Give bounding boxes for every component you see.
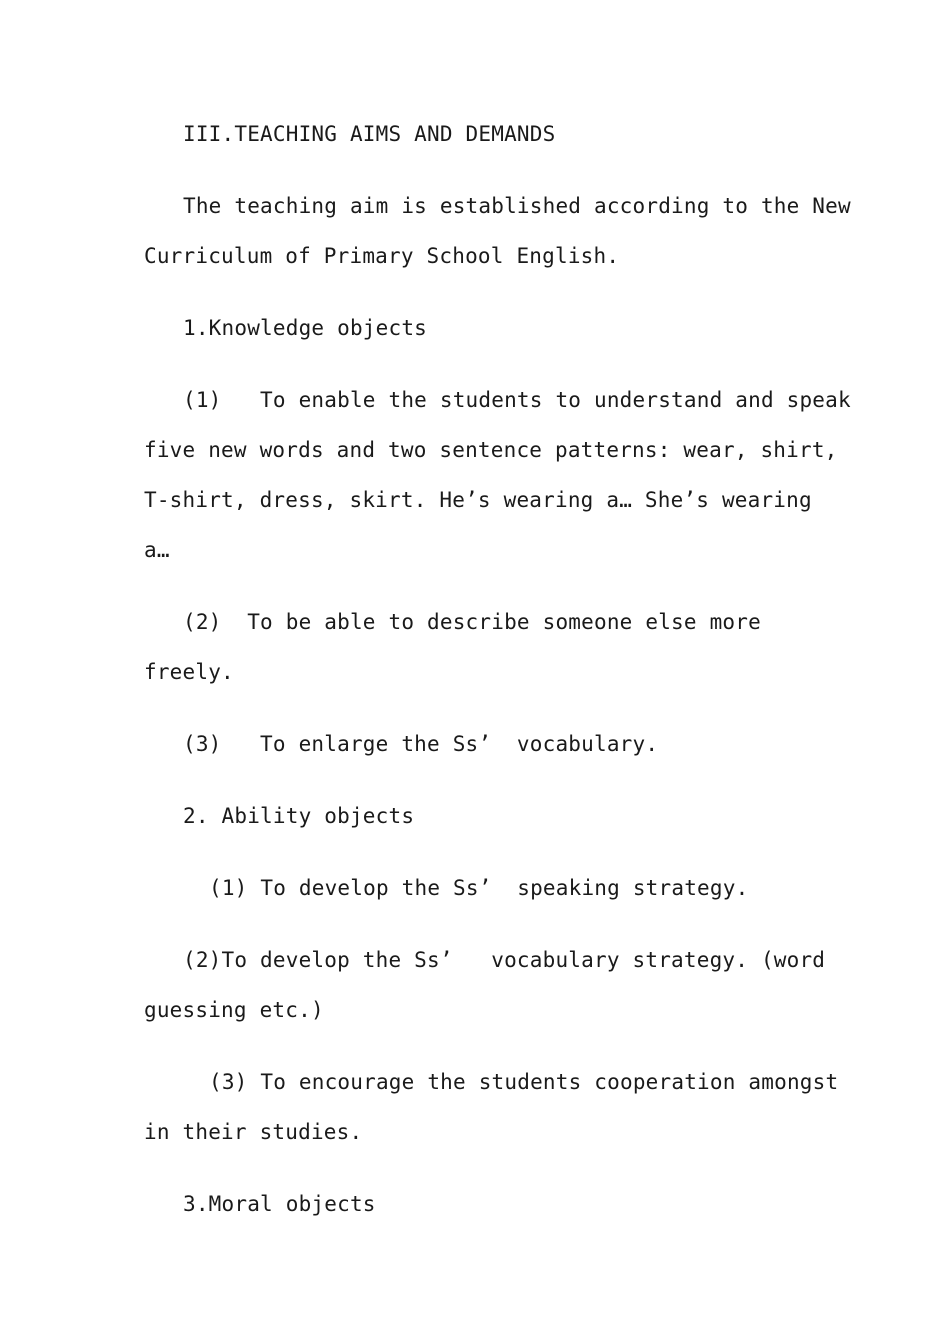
knowledge-objects-title: 1.Knowledge objects <box>183 316 428 340</box>
ability-item-1: (1) To develop the Ss’ speaking strategy. <box>209 876 749 900</box>
ability-item-3-line-1: (3) To encourage the students cooperation amongst <box>209 1070 839 1094</box>
ability-item-2-line-2: guessing etc.) <box>144 998 324 1022</box>
knowledge-item-1-line-3: T-shirt, dress, skirt. He’s wearing a… She’s wearing <box>144 488 812 512</box>
knowledge-item-2-line-1: (2) To be able to describe someone else more <box>183 610 761 634</box>
knowledge-item-3: (3) To enlarge the Ss’ vocabulary. <box>183 732 659 756</box>
knowledge-item-2-line-2: freely. <box>144 660 234 684</box>
ability-item-2-line-1: (2)To develop the Ss’ vocabulary strategy. (word <box>183 948 826 972</box>
intro-line-1: The teaching aim is established according to the New <box>183 194 851 218</box>
moral-objects-title: 3.Moral objects <box>183 1192 376 1216</box>
knowledge-item-1-line-2: five new words and two sentence patterns: wear, shirt, <box>144 438 838 462</box>
intro-line-2: Curriculum of Primary School English. <box>144 244 620 268</box>
knowledge-item-1-line-1: (1) To enable the students to understand and speak <box>183 388 851 412</box>
ability-objects-title: 2. Ability objects <box>183 804 415 828</box>
section-heading: III.TEACHING AIMS AND DEMANDS <box>183 122 556 146</box>
ability-item-3-line-2: in their studies. <box>144 1120 363 1144</box>
knowledge-item-1-line-4: a… <box>144 538 170 562</box>
